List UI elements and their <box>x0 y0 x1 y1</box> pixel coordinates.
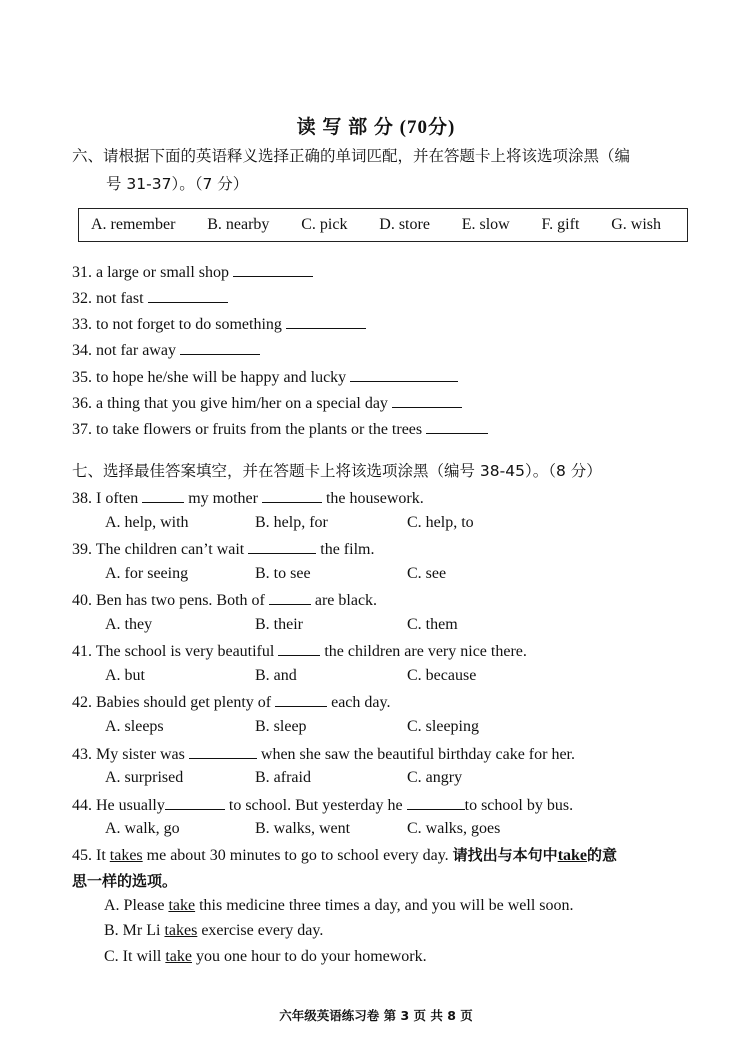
question-text: 36. a thing that you give him/her on a special day <box>72 395 388 412</box>
question-text: me about 30 minutes to go to school every day. <box>142 847 449 864</box>
option-text: this medicine three times a day, and you will be well soon. <box>195 897 574 914</box>
option-a: A. sleeps <box>105 718 164 735</box>
answer-blank <box>189 742 257 759</box>
question-text: the children are very nice there. <box>324 643 527 660</box>
section7-heading: 七、选择最佳答案填空，并在答题卡上将该选项涂黑（编号 38-45）。（8 分） <box>72 462 602 480</box>
option-a: A. surprised <box>105 769 184 786</box>
answer-blank <box>286 312 366 329</box>
instruction-text: 思一样的选项。 <box>72 872 178 890</box>
section6-heading-line1: 六、请根据下面的英语释义选择正确的单词匹配，并在答题卡上将该选项涂黑（编 <box>72 147 631 165</box>
question-33 <box>72 312 366 336</box>
option-b: B. walks, went <box>255 820 351 837</box>
option-b: B. their <box>255 616 303 633</box>
question-text: 35. to hope he/she will be happy and lucky <box>72 369 347 386</box>
underlined-word: take <box>557 847 588 864</box>
question-45 <box>72 844 617 867</box>
question-text: to school. But yesterday he <box>228 797 403 814</box>
question-text: to school by bus. <box>464 797 574 814</box>
underlined-word: takes <box>164 922 198 939</box>
option-b: B. sleep <box>255 718 307 735</box>
option-text: B. Mr Li <box>104 922 165 939</box>
answer-blank <box>180 338 260 355</box>
answer-blank <box>350 365 458 382</box>
option-c: C. them <box>407 616 458 633</box>
page-title: 读 写 部 分 (70分) <box>296 117 456 138</box>
question-40 <box>72 588 377 612</box>
option-a: A. help, with <box>105 514 189 531</box>
instruction-text: 的意 <box>587 846 618 864</box>
option-c: C. help, to <box>407 514 474 531</box>
word-option: B. nearby <box>207 216 270 233</box>
option-a: A. but <box>105 667 145 684</box>
answer-blank <box>278 639 320 656</box>
question-39 <box>72 537 374 561</box>
option-a: A. walk, go <box>105 820 180 837</box>
underlined-word: take <box>165 948 192 965</box>
word-option: A. remember <box>91 216 176 233</box>
word-option: D. store <box>379 216 430 233</box>
question-44 <box>72 793 573 817</box>
question-45-line2 <box>72 870 177 893</box>
question-text: 42. Babies should get plenty of <box>72 694 272 711</box>
question-text: my mother <box>188 490 258 507</box>
question-43 <box>72 742 575 766</box>
option-b: B. to see <box>255 565 311 582</box>
option-c <box>104 946 427 968</box>
option-c: C. walks, goes <box>407 820 501 837</box>
question-38 <box>72 486 424 510</box>
word-bank <box>78 208 688 242</box>
question-31 <box>72 260 313 284</box>
word-option: E. slow <box>461 216 510 233</box>
answer-blank <box>269 588 311 605</box>
option-c: C. see <box>407 565 447 582</box>
question-32 <box>72 286 228 310</box>
section6-heading <box>72 142 712 198</box>
answer-blank <box>407 793 465 810</box>
option-text: you one hour to do your homework. <box>192 948 427 965</box>
option-a <box>104 895 574 917</box>
option-b: B. afraid <box>255 769 311 786</box>
underlined-word: take <box>168 897 196 914</box>
question-41 <box>72 639 527 663</box>
question-text: 31. a large or small shop <box>72 264 230 281</box>
option-c: C. because <box>407 667 477 684</box>
question-text: 39. The children can’t wait <box>72 541 245 558</box>
question-36 <box>72 391 462 415</box>
option-a: A. they <box>105 616 153 633</box>
option-b: B. help, for <box>255 514 328 531</box>
option-b <box>104 920 323 942</box>
answer-blank <box>248 537 316 554</box>
question-text: 40. Ben has two pens. Both of <box>72 592 265 609</box>
question-text: the film. <box>320 541 375 558</box>
answer-blank <box>275 690 327 707</box>
page-footer: 六年级英语练习卷 第 3 页 共 8 页 <box>279 1008 473 1023</box>
question-text: 34. not far away <box>72 342 176 359</box>
question-text: the housework. <box>325 490 424 507</box>
answer-blank <box>142 486 184 503</box>
question-42 <box>72 690 390 714</box>
answer-blank <box>148 286 228 303</box>
answer-blank <box>165 793 225 810</box>
option-c: C. angry <box>407 769 463 786</box>
question-text: each day. <box>331 694 391 711</box>
option-text: exercise every day. <box>197 922 324 939</box>
answer-blank <box>392 391 462 408</box>
option-a: A. for seeing <box>105 565 189 582</box>
answer-blank <box>233 260 313 277</box>
question-text: 45. It <box>72 847 110 864</box>
question-text: when she saw the beautiful birthday cake for her. <box>260 746 575 763</box>
question-37 <box>72 417 488 441</box>
question-text: 38. I often <box>72 490 139 507</box>
question-text: 41. The school is very beautiful <box>72 643 275 660</box>
question-text: 43. My sister was <box>72 746 185 763</box>
option-text: A. Please <box>104 897 169 914</box>
question-34 <box>72 338 260 362</box>
answer-blank <box>262 486 322 503</box>
word-option: F. gift <box>541 216 580 233</box>
question-text: are black. <box>314 592 378 609</box>
question-text: 37. to take flowers or fruits from the plants or the trees <box>72 421 423 438</box>
question-text: 32. not fast <box>72 290 144 307</box>
question-text: 44. He usually <box>72 797 165 814</box>
option-b: B. and <box>255 667 297 684</box>
question-35 <box>72 365 458 389</box>
answer-blank <box>426 417 488 434</box>
word-option: C. pick <box>301 216 348 233</box>
option-c: C. sleeping <box>407 718 479 735</box>
option-text: C. It will <box>104 948 166 965</box>
underlined-word: takes <box>109 847 143 864</box>
word-option: G. wish <box>611 216 661 233</box>
question-text: 33. to not forget to do something <box>72 316 282 333</box>
instruction-text: 请找出与本句中 <box>452 846 558 864</box>
section6-heading-line2: 号 31-37）。（7 分） <box>106 175 249 193</box>
